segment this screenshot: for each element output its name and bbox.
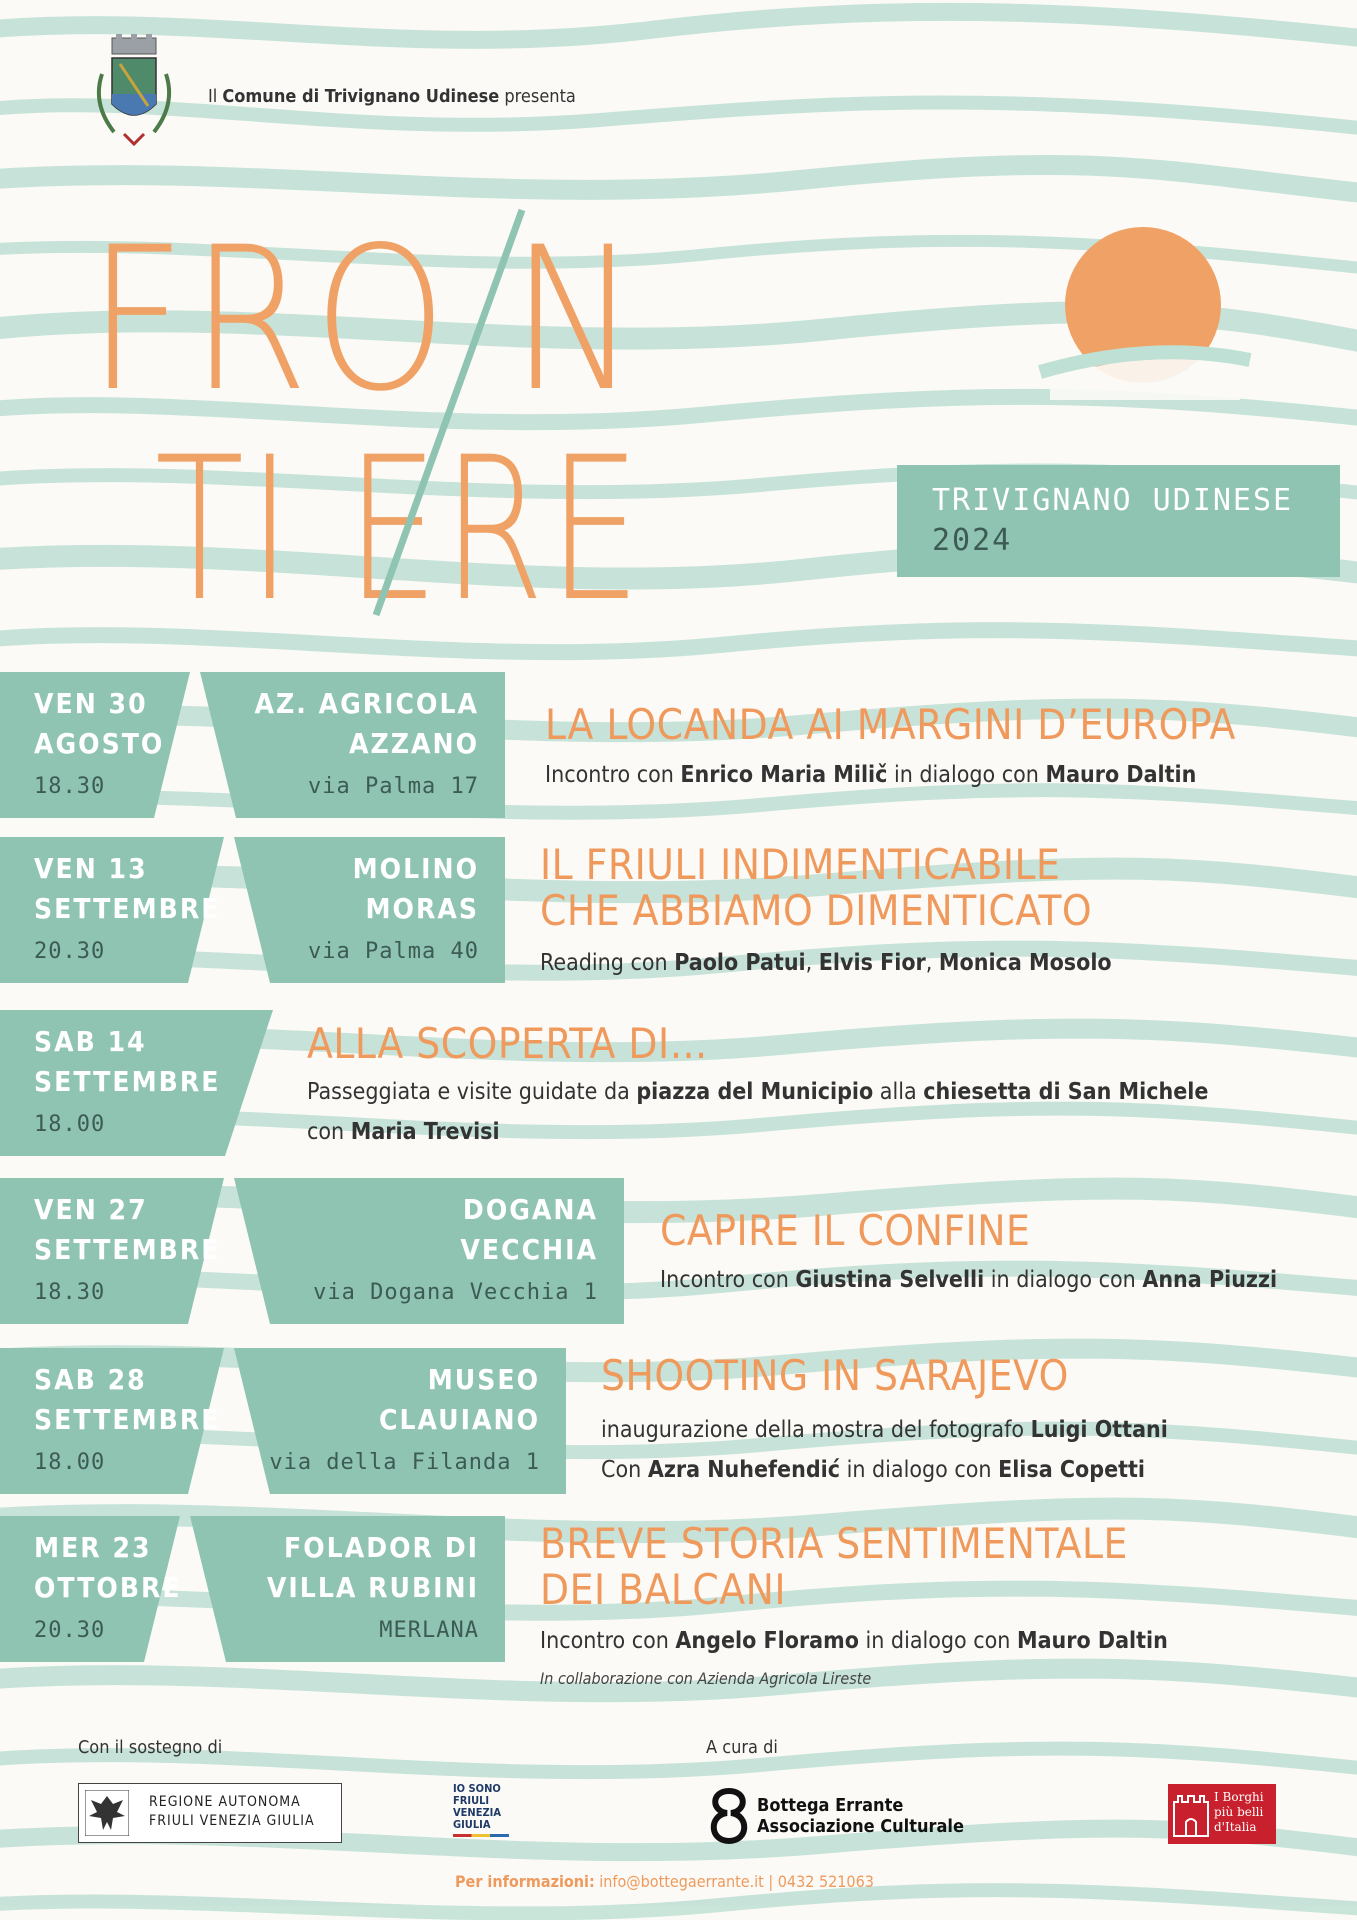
event-description: Incontro con Enrico Maria Milič in dialogo con Mauro Daltin bbox=[545, 762, 1197, 788]
event-band bbox=[0, 1516, 505, 1662]
eagle-icon bbox=[85, 1790, 129, 1836]
event-location-line-2: VECCHIA bbox=[460, 1233, 598, 1266]
event-day: SAB 28 bbox=[34, 1363, 147, 1396]
event-address: via Palma 40 bbox=[308, 939, 479, 964]
event-time: 18.30 bbox=[34, 1280, 106, 1305]
festival-year: 2024 bbox=[932, 523, 1013, 558]
info-line: Per informazioni: info@bottegaerrante.it | 0432 521063 bbox=[455, 1872, 874, 1891]
event-location-line-1: AZ. AGRICOLA bbox=[254, 687, 479, 720]
event-time: 18.30 bbox=[34, 774, 106, 799]
event-month: OTTOBRE bbox=[34, 1571, 182, 1604]
event-band bbox=[0, 1348, 566, 1494]
event-time: 20.30 bbox=[34, 1618, 106, 1643]
event-location-line-2: CLAUIANO bbox=[379, 1403, 540, 1436]
event-title: IL FRIULI INDIMENTICABILE CHE ABBIAMO DIMENTICATO bbox=[540, 840, 1093, 935]
event-location-line-1: FOLADOR DI bbox=[284, 1531, 479, 1564]
event-band bbox=[0, 837, 505, 983]
bottega-b-icon bbox=[705, 1785, 753, 1845]
event-title: BREVE STORIA SENTIMENTALE DEI BALCANI bbox=[540, 1519, 1128, 1614]
event-location-line-2: MORAS bbox=[365, 892, 479, 925]
event-band bbox=[0, 672, 505, 818]
event-location-line-1: DOGANA bbox=[462, 1193, 598, 1226]
city-name: TRIVIGNANO UDINESE bbox=[932, 483, 1294, 518]
event-location-line-1: MOLINO bbox=[352, 852, 479, 885]
event-location-line-1: MUSEO bbox=[427, 1363, 540, 1396]
region-logo: REGIONE AUTONOMA FRIULI VENEZIA GIULIA bbox=[78, 1783, 342, 1843]
event-day: VEN 27 bbox=[34, 1193, 148, 1226]
event-day: SAB 14 bbox=[34, 1025, 147, 1058]
event-time: 18.00 bbox=[34, 1450, 106, 1475]
title-line-1: FRO N bbox=[88, 204, 643, 435]
event-day: VEN 13 bbox=[34, 852, 148, 885]
event-title: ALLA SCOPERTA DI… bbox=[307, 1019, 708, 1068]
event-month: AGOSTO bbox=[34, 727, 165, 760]
event-description: inaugurazione della mostra del fotografo Luigi Ottani Con Azra Nuhefendić in dialogo con Elisa Copetti bbox=[601, 1417, 1168, 1483]
event-month: SETTEMBRE bbox=[34, 892, 221, 925]
support-label: Con il sostegno di bbox=[78, 1737, 223, 1758]
event-day: MER 23 bbox=[34, 1531, 152, 1564]
event-address: via Palma 17 bbox=[308, 774, 479, 799]
curated-label: A cura di bbox=[706, 1737, 778, 1758]
event-title: CAPIRE IL CONFINE bbox=[660, 1206, 1031, 1255]
event-band bbox=[0, 1178, 624, 1324]
event-location-line-2: VILLA RUBINI bbox=[266, 1571, 479, 1604]
io-sono-fvg-logo: IO SONO FRIULI VENEZIA GIULIA bbox=[453, 1783, 523, 1845]
collaboration-note: In collaborazione con Azienda Agricola Lireste bbox=[540, 1669, 872, 1688]
event-address: via della Filanda 1 bbox=[269, 1450, 540, 1475]
header-presenter: Il Comune di Trivignano Udinese presenta bbox=[208, 86, 576, 107]
event-description: Incontro con Giustina Selvelli in dialogo con Anna Piuzzi bbox=[660, 1267, 1278, 1293]
event-time: 20.30 bbox=[34, 939, 106, 964]
event-address: MERLANA bbox=[379, 1618, 479, 1643]
event-title: SHOOTING IN SARAJEVO bbox=[601, 1351, 1069, 1400]
event-description: Reading con Paolo Patui, Elvis Fior, Monica Mosolo bbox=[540, 950, 1112, 976]
event-day: VEN 30 bbox=[34, 687, 148, 720]
event-time: 18.00 bbox=[34, 1112, 106, 1137]
borghi-italia-logo: I Borghi più belli d'Italia bbox=[1168, 1784, 1276, 1844]
event-description: Incontro con Angelo Floramo in dialogo con Mauro Daltin bbox=[540, 1628, 1168, 1654]
event-address: via Dogana Vecchia 1 bbox=[313, 1280, 598, 1305]
event-month: SETTEMBRE bbox=[34, 1233, 221, 1266]
title-line-2: TI ERE bbox=[155, 414, 645, 640]
event-location-line-2: AZZANO bbox=[348, 727, 479, 760]
event-description: Passeggiata e visite guidate da piazza del Municipio alla chiesetta di San Michele con Maria Trevisi bbox=[307, 1079, 1209, 1145]
event-title: LA LOCANDA AI MARGINI D’EUROPA bbox=[545, 700, 1236, 749]
bottega-errante-logo: Bottega Errante Associazione Culturale bbox=[705, 1785, 985, 1845]
city-year-badge bbox=[897, 465, 1340, 577]
event-band bbox=[0, 1010, 273, 1156]
event-month: SETTEMBRE bbox=[34, 1403, 221, 1436]
castle-icon bbox=[1168, 1784, 1214, 1844]
event-month: SETTEMBRE bbox=[34, 1065, 221, 1098]
